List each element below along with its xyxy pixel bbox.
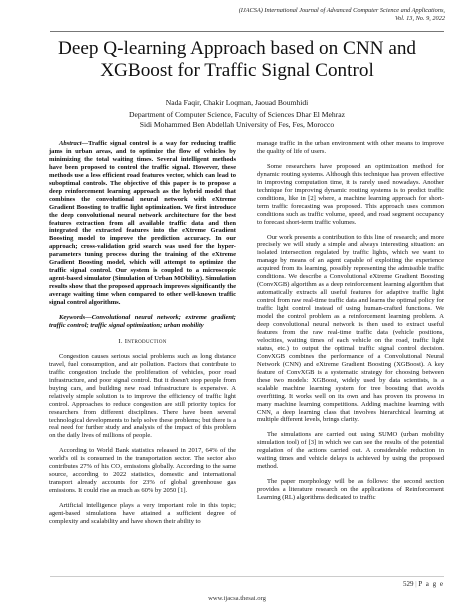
affiliation-line-2: Sidi Mohammed Ben Abdellah University of Fes, Fes, Morocco [139, 120, 335, 129]
paragraph: Artificial intelligence plays a very important role in this topic; agent-based simulations have attained a sufficient degree of complexity and scalability and have shown their ability to [49, 502, 236, 525]
right-column [257, 140, 444, 502]
keywords: Keywords—Convolutional neural network; extreme gradient; traffic control; traffic signal optimization; urban mobility [49, 314, 236, 329]
abstract-label: Abstract— [59, 140, 89, 147]
header-rule [50, 31, 444, 32]
section-heading-text: I. Introduction [118, 337, 167, 345]
paper-title-line-2: XGBoost for Traffic Signal Control [100, 60, 374, 81]
paragraph: According to World Bank statistics released in 2017, 64% of the world's oil is consumed in the transportation sector. The sector also contributes 27% of his CO₂ emissions globally. According to the same source, according to 2022 statistics, domestic and international transport already accounts for 23% of global greenhouse gas emissions. It could rise as much as 60% by 2050 [1]. [49, 447, 236, 495]
paragraph: Some researchers have proposed an optimization method for dynamic routing systems. Although this technique has proven effective in improving computation time, it is rarely used nowadays. Another technique for improving dynamic routing systems is to predict traffic conditions, like in [2] where, a machine learning approach for short-term traffic forecasting was proposed. This approach uses common conditions such as traffic volume, speed, and road segment occupancy to forecast short-term traffic volumes. [257, 162, 444, 226]
abstract [49, 140, 236, 307]
paper-title-line-1: Deep Q-learning Approach based on CNN and [57, 38, 417, 59]
author-list: Nada Faqir, Chakir Loqman, Jaouad Boumhidi [165, 98, 309, 107]
journal-header [145, 7, 445, 23]
paper-title [40, 38, 434, 82]
journal-header-line-1: (IJACSA) International Journal of Advanced Computer Science and Applications, [238, 7, 445, 14]
left-column [49, 140, 236, 526]
section-heading [49, 338, 236, 346]
affiliation [40, 110, 434, 130]
paragraph: manage traffic in the urban environment with other means to improve the quality of life of users. [257, 140, 444, 155]
paragraph: The paper morphology will be as follows: the second section provides a literature research on the applications of Reinforcement Learning (RL) algorithms dedicated to traffic [257, 478, 444, 502]
paragraph: Congestion causes serious social problems such as long distance travel, fuel consumption, and air pollution. Factors that contribute to traffic congestion include the proliferation of vehicles, poor road infrastructure, and poor signal control. But it doesn't stop people from buying cars, and building new road infrastructure is expensive. A relatively simple solution is to improve the efficiency of traffic light control. Approaches to reduce congestion are still priority topics for researchers from different disciplines. There have been several technological developments to help solve these problems; but there is a real need for further study and analysis of the impact of this problem on the daily lives of millions of people. [49, 352, 236, 440]
footer-rule [50, 576, 444, 577]
page-number-value: 529 [402, 580, 414, 588]
paragraph: Our work presents a contribution to this line of research; and more precisely we will study a simple and always interesting situation: an isolated intersection regulated by traffic lights, which we want to manage by means of an agent capable of exploiting the experience acquired from its learning, possibly representing the admissible traffic conditions. We describe a Convolutional eXtreme Gradient Boosting (ConvXGB) algorithm as a deep reinforcement learning algorithm that automatically extracts all useful features for adaptive traffic light control from raw real-time traffic data and learns the optimal policy for traffic light control instead of using human-crafted functions. We model the control problem as a reinforcement learning problem. A deep convolutional neural network is then used to extract useful features from the raw real-time traffic data (vehicle positions, velocities, waiting times of each vehicle on the road, traffic light status, etc.) to output the optimal traffic signal control decision. ConvXGB combines the performance of a Convolutional Neural Network (CNN) and eXtreme Gradient Boosting (XGBoost). A key feature of ConvXGB is a systematic strategy for choosing between these two models: XGBoost, widely used by data scientists, is a scalable machine learning system for tree boosting that avoids overfitting. It works well on its own and has proven its prowess in many machine learning competitions. Adding machine learning with CNN, a deep learning class that involves hierarchical learning at multiple different levels, brings clarity. [257, 233, 444, 424]
paragraph: The simulations are carried out using SUMO (urban mobility simulation tool) of [3] in which we can see the results of the potential regulation of the actions carried out. A considerable reduction in waiting times and vehicle delays is achieved by using the proposed method. [257, 431, 444, 471]
journal-header-line-2: Vol. 13, No. 9, 2022 [394, 15, 445, 22]
abstract-text: Traffic signal control is a way for reducing traffic jams in urban areas, and to optimize the flow of vehicles by minimizing the total waiting times. Several intelligent methods have been proposed to control the traffic signal. However, these methods use a less efficient road features vector, which can lead to suboptimal controls. The objective of this paper is to propose a deep reinforcement learning approach as the hybrid model that combines the convolutional neural network with eXtreme Gradient Boosting to traffic light optimization. We first introduce the deep convolutional neural network architecture for the best features extraction from all available traffic data and then integrated the extracted features into the eXtreme Gradient Boosting model to improve the prediction accuracy. In our approach; cross-validation grid search was used for the hyper-parameters tuning process during the training of the eXtreme Gradient Boosting model, which will attempt to optimize the traffic signal control. Our system is coupled to a microscopic agent-based simulator (Simulation of Urban MObility). Simulation results show that the proposed approach improves significantly the average waiting time when compared to other well-known traffic signal control algorithms. [49, 140, 236, 307]
affiliation-line-1: Department of Computer Science, Faculty of Sciences Dhar El Mehraz [129, 110, 345, 119]
page-number: 529 | P a g e [402, 580, 444, 588]
journal-url: www.ijacsa.thesai.org [208, 595, 266, 602]
page-number-label: P a g e [418, 580, 444, 588]
